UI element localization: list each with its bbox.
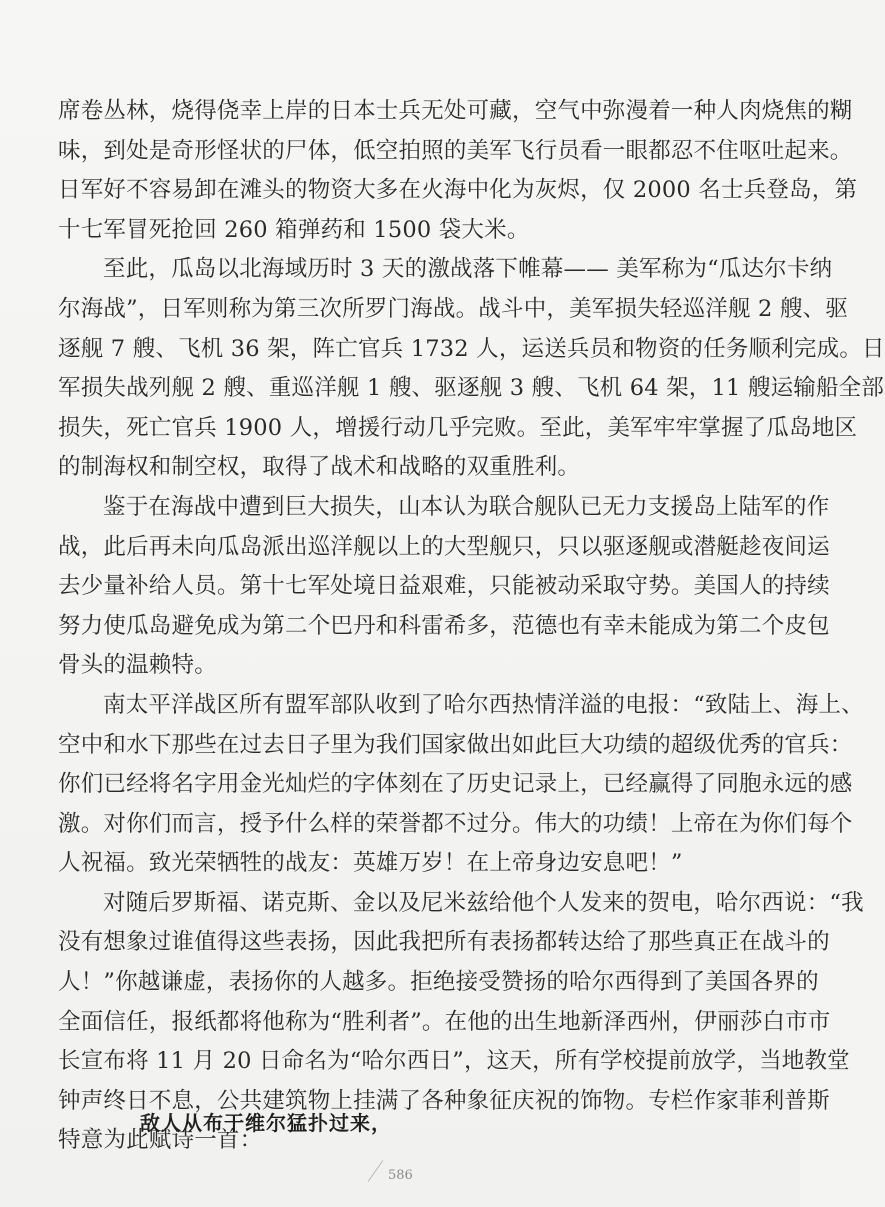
- text-line: 努力使瓜岛避免成为第二个巴丹和科雷希多，范德也有幸未能成为第二个皮包: [58, 612, 830, 639]
- text-line: 味，到处是奇形怪状的尸体，低空拍照的美军飞行员看一眼都忍不住呕吐起来。: [58, 137, 853, 164]
- text-line: 特意为此赋诗一首：: [58, 1127, 263, 1154]
- text-line: 至此，瓜岛以北海域历时 3 天的激战落下帷幕—— 美军称为“瓜达尔卡纳: [103, 256, 833, 283]
- text-line: 去少量补给人员。第十七军处境日益艰难，只能被动采取守势。美国人的持续: [58, 573, 830, 600]
- text-line: 日军好不容易卸在滩头的物资大多在火海中化为灰烬，仅 2000 名士兵登岛，第: [58, 177, 858, 204]
- text-line: 军损失战列舰 2 艘、重巡洋舰 1 艘、驱逐舰 3 艘、飞机 64 架，11 艘运输船全部: [58, 375, 885, 402]
- paragraph: [58, 686, 864, 884]
- paragraph: [58, 250, 885, 488]
- page-number: 586: [388, 1168, 413, 1183]
- text-line: 战，此后再未向瓜岛派出巡洋舰以上的大型舰只，只以驱逐舰或潜艇趁夜间运: [58, 533, 830, 560]
- text-line: 全面信任，报纸都将他称为“胜利者”。在他的出生地新泽西州，伊丽莎白市市: [58, 1008, 831, 1035]
- text-line: 空中和水下那些在过去日子里为我们国家做出如此巨大功绩的超级优秀的官兵：: [58, 731, 853, 758]
- text-line: 损失，死亡官兵 1900 人，增援行动几乎完败。至此，美军牢牢掌握了瓜岛地区: [58, 414, 858, 441]
- text-line: 你们已经将名字用金光灿烂的字体刻在了历史记录上，已经赢得了同胞永远的感: [58, 771, 853, 798]
- page-number-divider: [368, 1160, 384, 1182]
- text-line: 十七军冒死抢回 260 箱弹药和 1500 袋大米。: [58, 216, 530, 243]
- text-line: 南太平洋战区所有盟军部队收到了哈尔西热情洋溢的电报：“致陆上、海上、: [103, 691, 864, 718]
- text-line: 鉴于在海战中遭到巨大损失，山本认为联合舰队已无力支援岛上陆军的作: [103, 493, 830, 520]
- text-line: 对随后罗斯福、诺克斯、金以及尼米兹给他个人发来的贺电，哈尔西说：“我: [103, 889, 864, 916]
- text-line: 逐舰 7 艘、飞机 36 架，阵亡官兵 1732 人，运送兵员和物资的任务顺利完成。日: [58, 335, 885, 362]
- text-line: 尔海战”，日军则称为第三次所罗门海战。战斗中，美军损失轻巡洋舰 2 艘、驱: [58, 295, 849, 322]
- text-line: 钟声终日不息，公共建筑物上挂满了各种象征庆祝的饰物。专栏作家菲利普斯: [58, 1087, 830, 1114]
- text-line: 的制海权和制空权，取得了战术和战略的双重胜利。: [58, 454, 581, 481]
- text-line: 没有想象过谁值得这些表扬，因此我把所有表扬都转达给了那些真正在战斗的: [58, 929, 830, 956]
- text-line: 人！”你越谦虚，表扬你的人越多。拒绝接受赞扬的哈尔西得到了美国各界的: [58, 969, 819, 996]
- poem-line: 敌人从布干维尔猛扑过来，: [140, 1111, 392, 1135]
- paragraph: [58, 92, 858, 250]
- body-text: [58, 92, 885, 1161]
- text-line: 骨头的温赖特。: [58, 652, 217, 679]
- paragraph: [58, 488, 830, 686]
- text-line: 席卷丛林，烧得侥幸上岸的日本士兵无处可藏，空气中弥漫着一种人肉烧焦的糊: [58, 98, 853, 124]
- text-line: 长宣布将 11 月 20 日命名为“哈尔西日”，这天，所有学校提前放学，当地教堂: [58, 1048, 850, 1075]
- text-line: 人祝福。致光荣牺牲的战友：英雄万岁！在上帝身边安息吧！”: [58, 850, 683, 877]
- text-line: 激。对你们而言，授予什么样的荣誉都不过分。伟大的功绩！上帝在为你们每个: [58, 810, 853, 837]
